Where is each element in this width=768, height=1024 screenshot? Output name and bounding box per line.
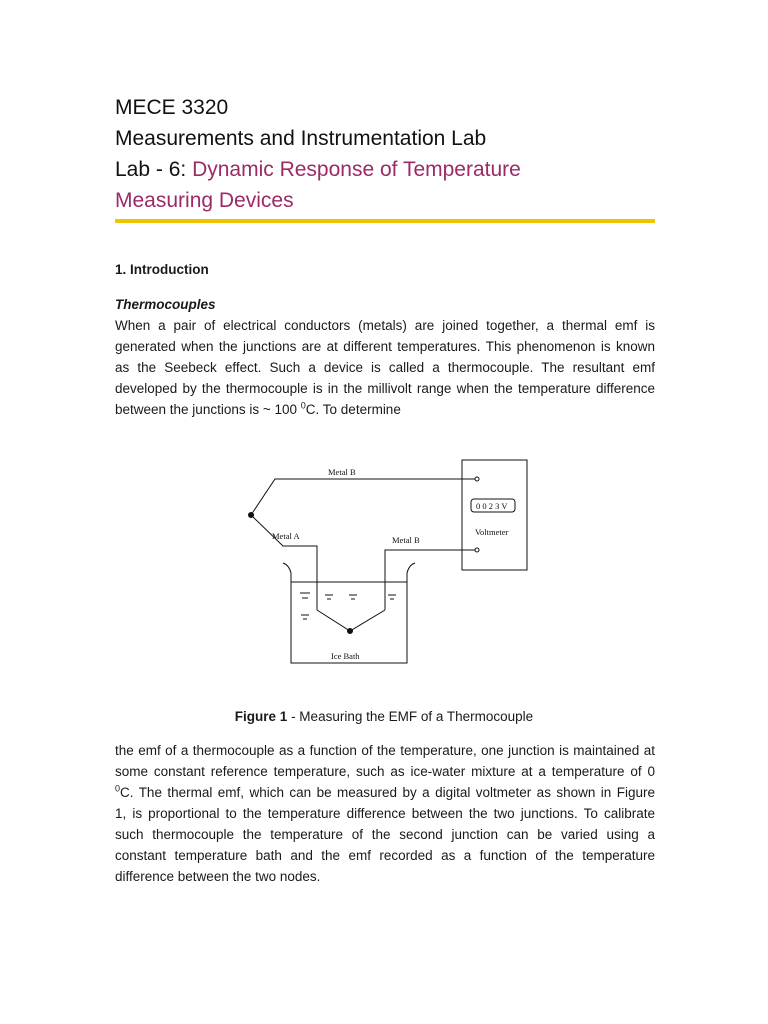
hot-junction-dot [248, 512, 254, 518]
course-title: Measurements and Instrumentation Lab [115, 127, 487, 150]
text-segment: between the junctions is ~ 100 [115, 402, 301, 417]
paragraph-line: developed by the thermocouple is in the millivolt range when the temperature difference [115, 381, 655, 396]
lab-title-line-1 [115, 154, 660, 185]
paragraph-line: the emf of a thermocouple as a function of the temperature, one junction is maintained at [115, 743, 655, 758]
course-code: MECE 3320 [115, 96, 229, 119]
label-metal-b-top: Metal B [328, 467, 356, 477]
voltmeter-reading: 0 0 2 3 V [476, 501, 508, 511]
figure-caption [0, 709, 768, 724]
wire-metal-b-top [251, 479, 477, 515]
title-divider [115, 219, 655, 223]
caption-text: - Measuring the EMF of a Thermocouple [287, 709, 534, 724]
ice-bath-container [283, 563, 415, 663]
paragraph-line: When a pair of electrical conductors (metals) are joined together, a thermal emf is [115, 318, 655, 333]
text-segment: C. To determine [305, 402, 401, 417]
cold-junction-dot [347, 628, 353, 634]
caption-label: Figure 1 [234, 709, 288, 724]
voltmeter-label: Voltmeter [475, 527, 509, 537]
paragraph-line [115, 399, 655, 420]
paragraph-line: 1, is proportional to the temperature difference between the two junctions. To calibrate [115, 806, 655, 821]
label-metal-a: Metal A [272, 531, 300, 541]
lab-prefix: Lab - 6: [115, 158, 193, 181]
title-block [115, 92, 660, 216]
paragraph-line [115, 782, 655, 803]
section-heading: 1. Introduction [115, 262, 209, 277]
label-metal-b-lower: Metal B [392, 535, 420, 545]
lab-title-accent: Dynamic Response of Temperature [192, 158, 521, 181]
paragraph-line: difference between the two nodes. [115, 869, 321, 884]
wire-metal-b-lower [385, 550, 477, 610]
voltmeter-box [462, 460, 527, 570]
degree-superscript: 0 [115, 783, 121, 794]
paragraph-line: some constant reference temperature, such as ice-water mixture at a temperature of 0 [115, 764, 655, 779]
ice-bath-label: Ice Bath [331, 651, 360, 661]
paragraph-line: constant temperature bath and the emf recorded as a function of the temperature [115, 848, 655, 863]
junction-wires [317, 610, 385, 631]
lab-title-accent-2: Measuring Devices [115, 189, 294, 212]
paragraph-line: as the Seebeck effect. Such a device is called a thermocouple. The resultant emf [115, 360, 655, 375]
wire-metal-a [251, 515, 317, 610]
degree-superscript: 0 [300, 400, 306, 411]
thermocouple-diagram [235, 455, 540, 675]
paragraph-calibration [115, 740, 655, 887]
subsection-heading: Thermocouples [115, 297, 216, 312]
paragraph-line: such thermocouple the temperature of the second junction can be varied using a [115, 827, 655, 842]
thermocouple-figure [235, 455, 540, 675]
paragraph-intro [115, 315, 655, 420]
lab-title-line-2 [115, 185, 660, 216]
paragraph-line: generated when the junctions are at different temperatures. This phenomenon is known [115, 339, 655, 354]
voltmeter-terminal-bottom [475, 548, 479, 552]
voltmeter-terminal-top [475, 477, 479, 481]
text-segment: C. The thermal emf, which can be measured by a digital voltmeter as shown in Figure [120, 785, 655, 800]
